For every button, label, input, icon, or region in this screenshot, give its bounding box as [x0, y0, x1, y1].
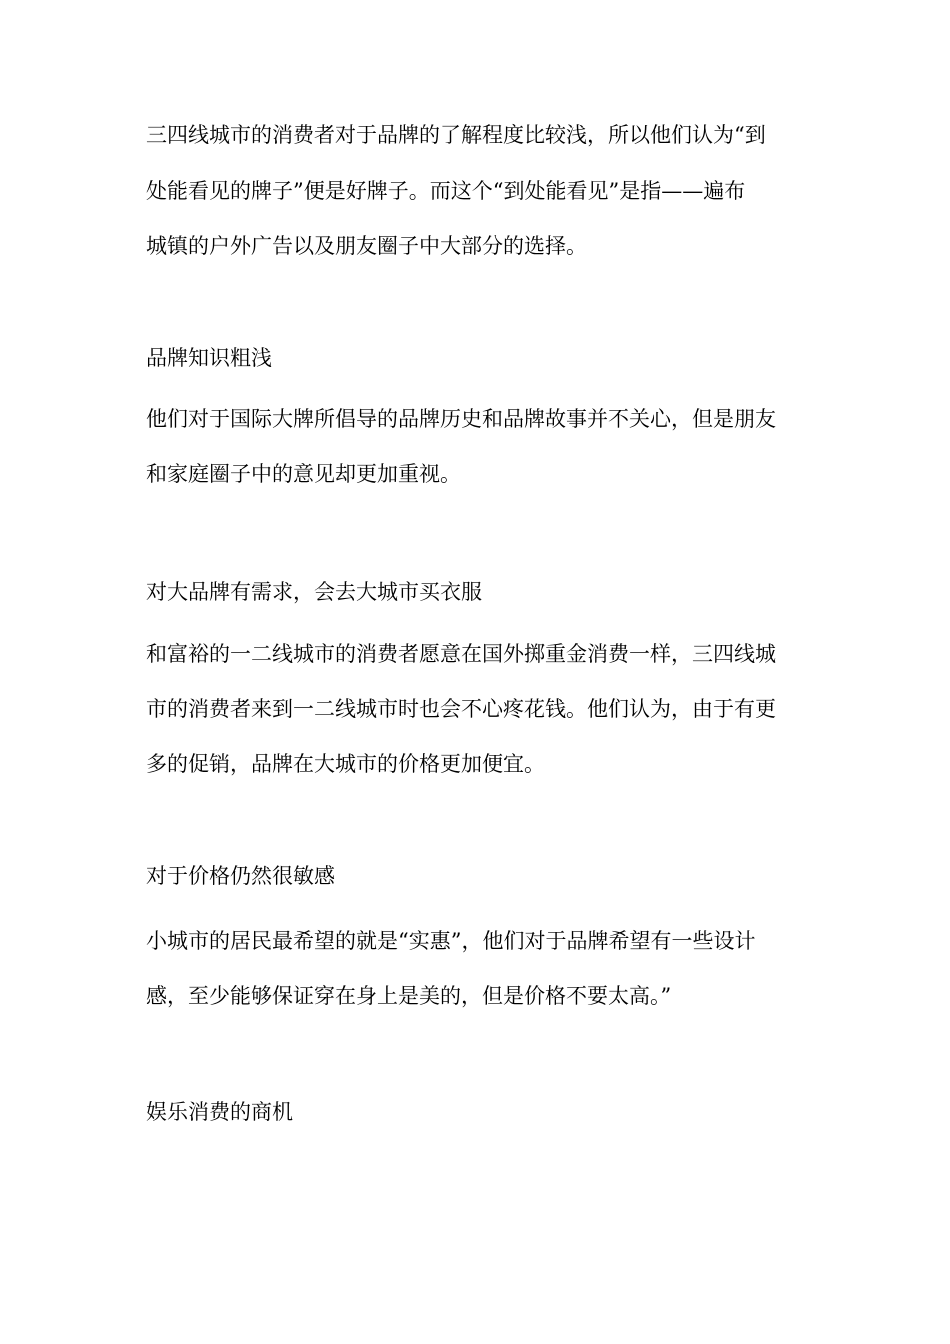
paragraph-intro-line-1: 三四线城市的消费者对于品牌的了解程度比较浅，所以他们认为“到: [146, 123, 766, 147]
paragraph-intro-line-2: 处能看见的牌子”便是好牌子。而这个“到处能看见”是指——遍布: [146, 179, 746, 203]
paragraph-price-line-1: 小城市的居民最希望的就是“实惠”，他们对于品牌希望有一些设计: [146, 929, 756, 953]
paragraph-brand-knowledge-line-2: 和家庭圈子中的意见却更加重视。: [146, 462, 461, 486]
heading-brand-knowledge: 品牌知识粗浅: [146, 346, 272, 370]
paragraph-intro-line-3: 城镇的户外广告以及朋友圈子中大部分的选择。: [146, 234, 587, 258]
paragraph-brand-knowledge-line-1: 他们对于国际大牌所倡导的品牌历史和品牌故事并不关心，但是朋友: [146, 407, 776, 431]
paragraph-price-line-2: 感，至少能够保证穿在身上是美的，但是价格不要太高。”: [146, 984, 672, 1008]
heading-price-sensitivity: 对于价格仍然很敏感: [146, 864, 335, 888]
paragraph-big-brand-line-1: 和富裕的一二线城市的消费者愿意在国外掷重金消费一样，三四线城: [146, 642, 776, 666]
heading-big-brand-demand: 对大品牌有需求，会去大城市买衣服: [146, 580, 482, 604]
paragraph-big-brand-line-2: 市的消费者来到一二线城市时也会不心疼花钱。他们认为，由于有更: [146, 697, 776, 721]
paragraph-big-brand-line-3: 多的促销，品牌在大城市的价格更加便宜。: [146, 752, 545, 776]
heading-entertainment: 娱乐消费的商机: [146, 1100, 293, 1124]
